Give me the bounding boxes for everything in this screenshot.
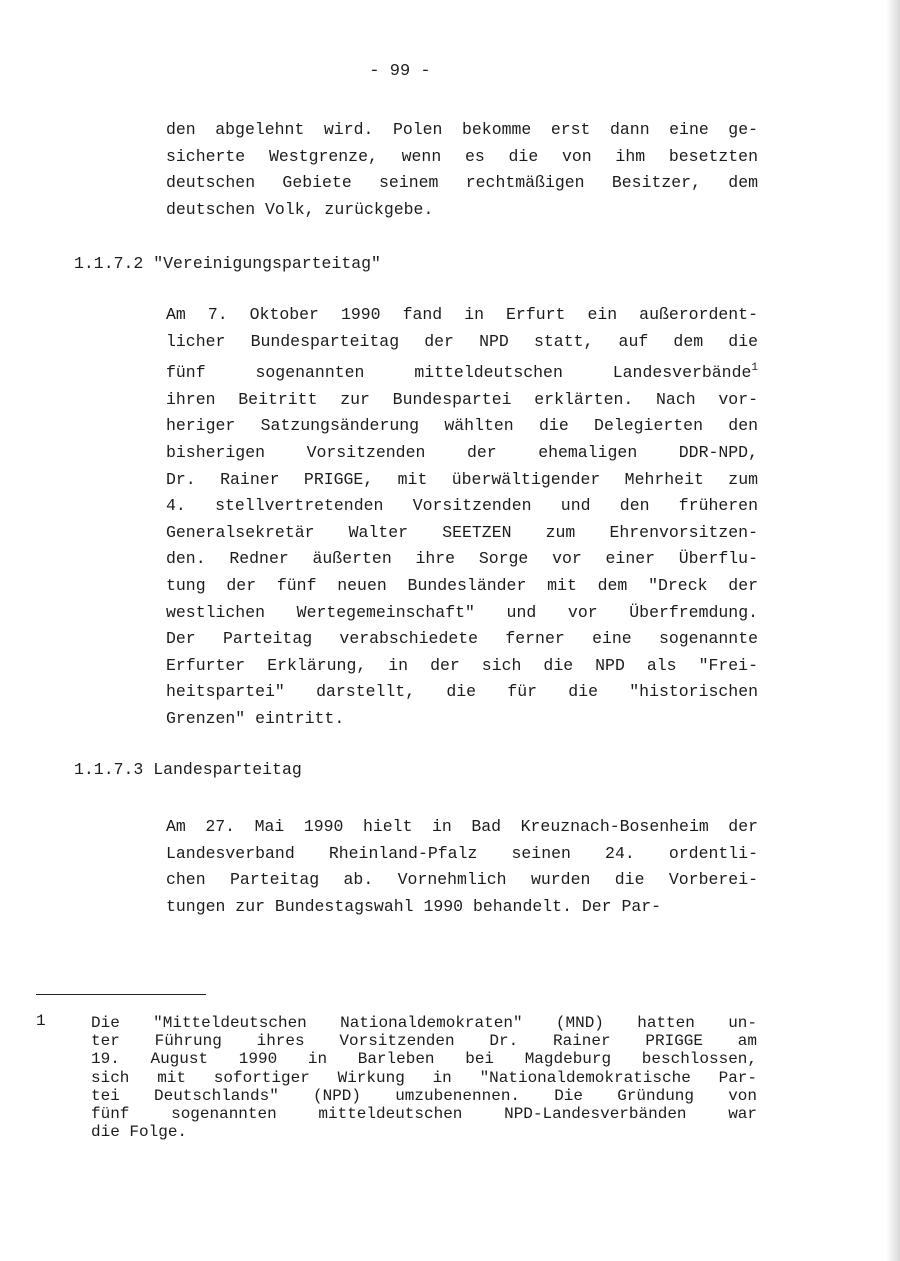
- section-heading-1173: [74, 760, 302, 779]
- text-line: fünf sogenannten mitteldeutschen NPD-Landesverbänden war: [91, 1105, 757, 1124]
- text-line: westlichen Wertegemeinschaft" und vor Überfremdung.: [166, 602, 758, 622]
- text-line: die Folge.: [91, 1123, 188, 1142]
- text-line: heitspartei" darstellt, die für die "historischen: [166, 682, 758, 702]
- text-line: Generalsekretär Walter SEETZEN zum Ehrenvorsitzen-: [166, 522, 758, 542]
- text-line: licher Bundesparteitag der NPD statt, auf dem die: [166, 331, 758, 351]
- text-segment: fünf sogenannten mitteldeutschen Landesverbände: [166, 363, 752, 383]
- footnote-marker: 1: [36, 1012, 46, 1030]
- page-number: - 99 -: [369, 62, 431, 81]
- text-line: Die "Mitteldeutschen Nationaldemokraten" (MND) hatten un-: [91, 1014, 757, 1032]
- section-heading-1172: [74, 254, 381, 273]
- text-line: sicherte Westgrenze, wenn es die von ihm besetzten: [166, 146, 758, 166]
- text-line: tung der fünf neuen Bundesländer mit dem "Dreck der: [166, 575, 758, 595]
- text-line: 4. stellvertretenden Vorsitzenden und den früheren: [166, 496, 758, 516]
- text-line: bisherigen Vorsitzenden der ehemaligen DDR-NPD,: [166, 442, 758, 462]
- section-1173-body: [166, 814, 758, 920]
- text-line: Erfurter Erklärung, in der sich die NPD als "Frei-: [166, 655, 758, 675]
- section-number: 1.1.7.2: [74, 254, 144, 273]
- text-line: Landesverband Rheinland-Pfalz seinen 24. ordentli-: [166, 843, 758, 863]
- text-line: tei Deutschlands" (NPD) umzubenennen. Die Gründung von: [91, 1086, 757, 1105]
- text-line: Dr. Rainer PRIGGE, mit überwältigender Mehrheit zum: [166, 469, 758, 489]
- page-edge-shadow: [886, 0, 900, 1261]
- text-line: Der Parteitag verabschiedete ferner eine sogenannte: [166, 629, 758, 649]
- section-1172-body: [166, 302, 758, 733]
- text-line: deutschen Gebiete seinem rechtmäßigen Besitzer, dem: [166, 173, 758, 193]
- text-line: sich mit sofortiger Wirkung in "Nationaldemokratische Par-: [91, 1068, 757, 1087]
- text-line: den. Redner äußerten ihre Sorge vor einer Überflu-: [166, 549, 758, 569]
- text-line: Am 7. Oktober 1990 fand in Erfurt ein außerordent-: [166, 305, 758, 324]
- section-title: Landesparteitag: [153, 760, 302, 779]
- text-line: Am 27. Mai 1990 hielt in Bad Kreuznach-Bosenheim der: [166, 817, 758, 836]
- text-line: Grenzen" eintritt.: [166, 708, 345, 728]
- text-line: chen Parteitag ab. Vornehmlich wurden die Vorberei-: [166, 870, 758, 890]
- text-line-with-footnote-ref: [166, 355, 758, 387]
- text-line: tungen zur Bundestagswahl 1990 behandelt. Der Par-: [166, 896, 662, 916]
- footnote-divider: [36, 994, 206, 995]
- text-line: 19. August 1990 in Barleben bei Magdeburg beschlossen,: [91, 1050, 757, 1069]
- text-line: deutschen Volk, zurückgebe.: [166, 199, 434, 219]
- text-line: ihren Beitritt zur Bundespartei erklärten. Nach vor-: [166, 389, 758, 409]
- text-line: den abgelehnt wird. Polen bekomme erst dann eine ge-: [166, 120, 758, 139]
- section-title: "Vereinigungsparteitag": [153, 254, 381, 273]
- footnote-reference[interactable]: 1: [751, 362, 758, 375]
- text-line: ter Führung ihres Vorsitzenden Dr. Rainer PRIGGE am: [91, 1032, 757, 1051]
- section-number: 1.1.7.3: [74, 760, 144, 779]
- text-line: heriger Satzungsänderung wählten die Delegierten den: [166, 416, 758, 436]
- footnote-text: [91, 1014, 757, 1141]
- intro-paragraph: [166, 117, 758, 223]
